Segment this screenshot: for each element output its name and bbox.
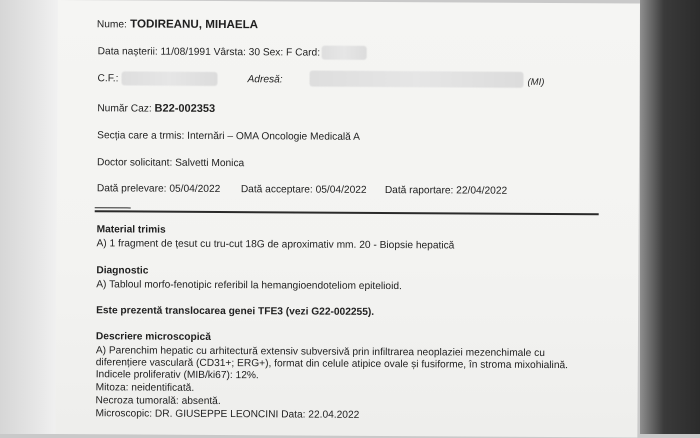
microscopy-line-2: diferențiere vasculară (CD31+; ERG+), format din celule atipice ovale și fusiforme, în stroma mixohialină.	[95, 357, 569, 372]
redacted-address	[309, 71, 523, 88]
patient-name	[97, 18, 258, 32]
case-number-label: Număr Caz:	[97, 103, 152, 115]
microscopy-heading: Descriere microscopică	[95, 331, 211, 343]
name-label: Nume:	[96, 19, 127, 31]
translocation-note: Este prezentă translocarea genei TFE3 (vezi G22-002255).	[96, 305, 375, 318]
diagnosis-text: A) Tabloul morfo-fenotipic referibil la hemangioendoteliom epitelioid.	[96, 279, 402, 293]
divider-line	[95, 210, 599, 215]
microscopy-line-3: Indicele proliferativ (MIB/ki67): 12%.	[95, 369, 259, 382]
material-heading: Material trimis	[96, 224, 166, 236]
referring-section: Secția care a trmis: Internări – OMA Oncologie Medicală A	[97, 130, 360, 143]
requesting-doctor: Doctor solicitant: Salvetti Monica	[96, 157, 245, 170]
background-right-shadow	[640, 0, 700, 434]
microscopy-line-6: Microscopic: DR. GIUSEPPE LEONCINI Data: 22.04.2022	[95, 408, 360, 421]
report-document	[55, 0, 640, 438]
cf-label: C.F.:	[97, 73, 119, 85]
microscopy-line-4: Mitoza: neidentificată.	[95, 382, 195, 394]
case-number-value: B22-002353	[154, 102, 216, 115]
microscopy-line-1: A) Parenchim hepatic cu arhitectură extensiv subversivă prin infiltrarea neoplaziei mezenchimale cu	[95, 345, 545, 359]
diagnosis-heading: Diagnostic	[96, 265, 149, 277]
birth-info: Data nașterii: 11/08/1991 Vârsta: 30 Sex: F Card:	[97, 46, 321, 59]
divider-short	[95, 207, 131, 209]
material-text: A) 1 fragment de țesut cu tru-cut 18G de aproximativ mm. 20 - Biopsie hepatică	[96, 238, 455, 252]
date-accepted: Dată acceptare: 05/04/2022	[240, 184, 367, 196]
date-reported: Dată raportare: 22/04/2022	[384, 185, 508, 197]
redacted-cf	[121, 71, 217, 86]
microscopy-line-5: Necroza tumorală: absentă.	[95, 395, 221, 408]
background-left	[0, 0, 58, 434]
date-collected: Dată prelevare: 05/04/2022	[96, 183, 221, 195]
address-suffix: (MI)	[527, 76, 545, 88]
address-label: Adresă:	[247, 74, 283, 86]
redacted-card	[322, 46, 367, 60]
name-value: TODIREANU, MIHAELA	[130, 17, 259, 32]
case-number	[97, 102, 215, 116]
